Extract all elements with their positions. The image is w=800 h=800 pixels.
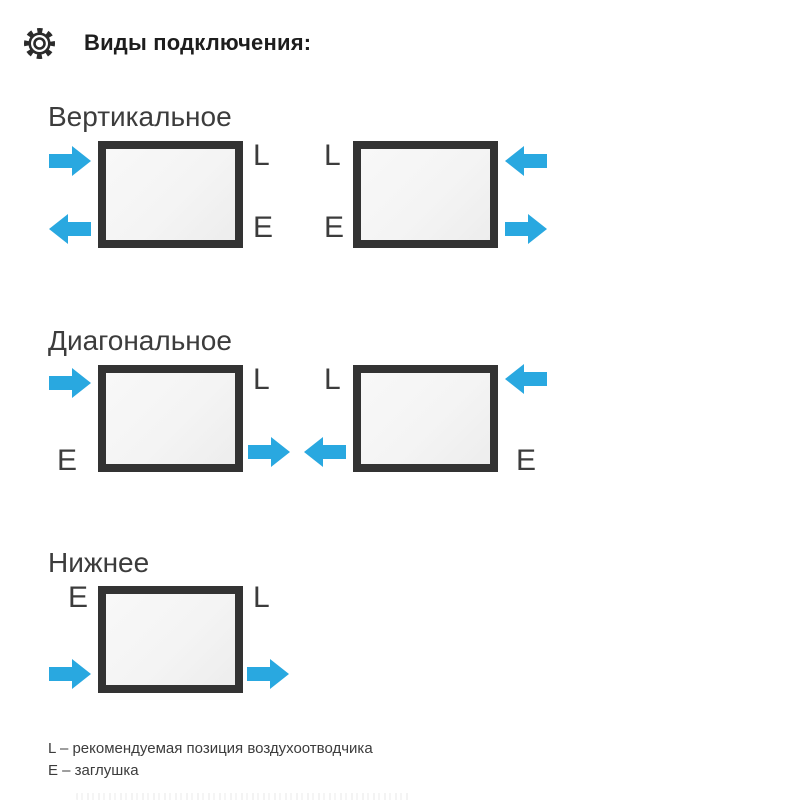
flow-outlet-arrow-left-icon (304, 437, 346, 467)
flow-outlet-arrow-right-icon (247, 659, 289, 689)
flow-inlet-arrow-right-icon (49, 146, 91, 176)
section-title-diagonal: Диагональное (48, 325, 232, 356)
page-title: Виды подключения: (84, 30, 312, 55)
port-label-plug: E (68, 581, 89, 614)
cropped-text-remnant (76, 793, 411, 800)
radiator-diagonal-left (98, 365, 243, 472)
flow-inlet-arrow-left-icon (505, 364, 547, 394)
gear-icon (21, 25, 58, 62)
port-label-air-vent: L (324, 139, 341, 172)
radiator-bottom (98, 586, 243, 693)
radiator-vertical-left (98, 141, 243, 248)
flow-outlet-arrow-left-icon (49, 214, 91, 244)
port-label-air-vent: L (324, 363, 341, 396)
port-label-air-vent: L (253, 363, 270, 396)
port-label-plug: E (324, 211, 345, 244)
flow-outlet-arrow-right-icon (505, 214, 547, 244)
legend-air-vent: L – рекомендуемая позиция воздухоотводчика (48, 740, 373, 757)
port-label-plug: E (253, 211, 274, 244)
radiator-vertical-right (353, 141, 498, 248)
legend-plug: E – заглушка (48, 762, 139, 779)
flow-outlet-arrow-right-icon (248, 437, 290, 467)
section-title-vertical: Вертикальное (48, 101, 232, 132)
port-label-plug: E (516, 444, 537, 477)
port-label-air-vent: L (253, 139, 270, 172)
port-label-plug: E (57, 444, 78, 477)
section-title-bottom: Нижнее (48, 547, 150, 578)
radiator-diagonal-right (353, 365, 498, 472)
flow-inlet-arrow-right-icon (49, 368, 91, 398)
flow-inlet-arrow-left-icon (505, 146, 547, 176)
port-label-air-vent: L (253, 581, 270, 614)
flow-inlet-arrow-right-icon (49, 659, 91, 689)
